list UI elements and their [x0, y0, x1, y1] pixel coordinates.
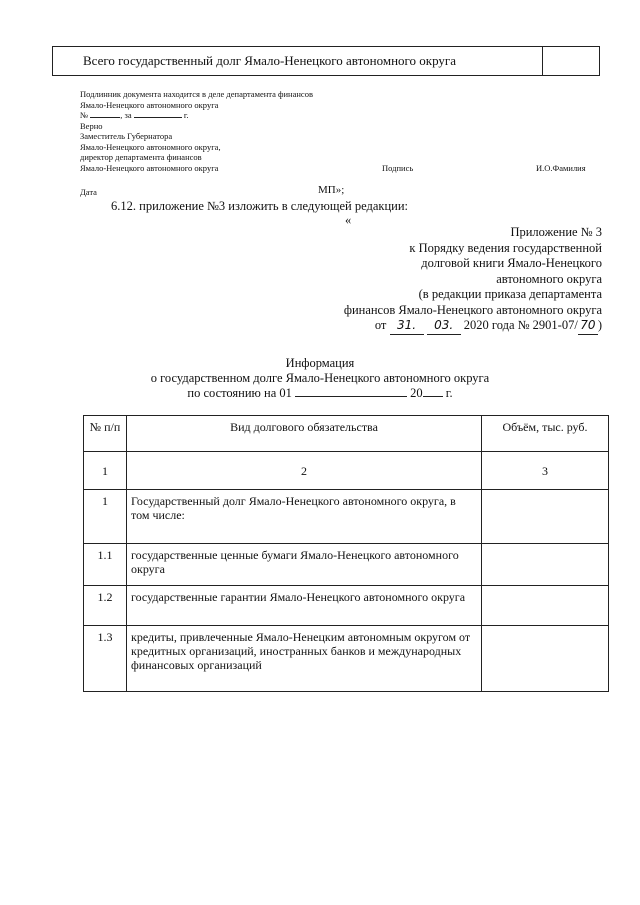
- appendix-line-5: (в редакции приказа департамента: [418, 287, 602, 301]
- appendix-line-4: автономного округа: [496, 271, 602, 286]
- index-col-2: 2: [127, 452, 482, 490]
- info-year-blank: [423, 396, 443, 397]
- table-row: [84, 626, 609, 692]
- debt-table: [83, 415, 609, 692]
- instruction-text: 6.12. приложение №3 изложить в следующей редакции:: [111, 199, 409, 213]
- header-type: Вид долгового обязательства: [127, 416, 482, 452]
- row-value: [482, 586, 609, 626]
- appendix-line-6: финансов Ямало-Ненецкого автономного округа: [343, 302, 602, 317]
- info-date-line: по состоянию на 01 20 г.: [187, 386, 453, 400]
- cert-number-blank: [90, 117, 120, 118]
- total-debt-label: Всего государственный долг Ямало-Ненецкого автономного округа: [53, 47, 543, 75]
- cert-line-7: директор департамента финансов: [80, 152, 202, 162]
- row-text: государственные ценные бумаги Ямало-Ненецкого автономного округа: [127, 544, 482, 586]
- row-value: [482, 544, 609, 586]
- cert-line-3: № , за г.: [80, 110, 189, 120]
- row-text: Государственный долг Ямало-Ненецкого автономного округа, в том числе:: [127, 490, 482, 544]
- quote-mark: «: [345, 213, 352, 227]
- cert-line-8: Ямало-Ненецкого автономного округа: [80, 162, 219, 173]
- cert-line-1: Подлинник документа находится в деле департамента финансов: [80, 89, 313, 99]
- cert-line-6: Ямало-Ненецкого автономного округа,: [80, 141, 221, 152]
- appendix-line-3: долговой книги Ямало-Ненецкого: [421, 256, 602, 270]
- table-header-row: [84, 416, 609, 452]
- header-volume: Объём, тыс. руб.: [482, 416, 609, 452]
- info-title-block: [0, 356, 640, 401]
- cert-line-4: Верно: [80, 120, 103, 131]
- certification-block: [80, 89, 313, 173]
- handwritten-doc-number: 70: [578, 318, 598, 335]
- appendix-line-7: от 31. 03. 2020 года № 2901-07/ 70 ): [344, 318, 602, 335]
- row-value: [482, 490, 609, 544]
- row-text: кредиты, привлеченные Ямало-Ненецким автономным округом от кредитных организаций, иностранных банков и международных финансовых организаций: [127, 626, 482, 692]
- table-index-row: [84, 452, 609, 490]
- row-num: 1.2: [84, 586, 127, 626]
- handwritten-day: 31.: [390, 318, 424, 335]
- stamp-label: МП»;: [318, 184, 345, 196]
- appendix-header: [344, 225, 602, 335]
- row-num: 1: [84, 490, 127, 544]
- handwritten-month: 03.: [427, 318, 461, 335]
- cert-date-blank: [134, 117, 182, 118]
- index-col-3: 3: [482, 452, 609, 490]
- table-row: [84, 544, 609, 586]
- info-subtitle: о государственном долге Ямало-Ненецкого автономного округа: [150, 371, 490, 385]
- cert-line-2: Ямало-Ненецкого автономного округа: [80, 99, 219, 110]
- info-date-blank: [295, 396, 407, 397]
- total-debt-value: [543, 47, 599, 75]
- table-row: [84, 586, 609, 626]
- date-label: Дата: [80, 187, 97, 197]
- header-num: № п/п: [84, 416, 127, 452]
- total-debt-row: [52, 46, 600, 76]
- row-num: 1.3: [84, 626, 127, 692]
- index-col-1: 1: [84, 452, 127, 490]
- row-num: 1.1: [84, 544, 127, 586]
- row-value: [482, 626, 609, 692]
- cert-line-5: Заместитель Губернатора: [80, 131, 173, 141]
- info-title: Информация: [285, 356, 355, 370]
- table-row: [84, 490, 609, 544]
- signature-label: Подпись: [382, 163, 414, 173]
- appendix-line-1: Приложение № 3: [510, 225, 602, 239]
- name-label: И.О.Фамилия: [536, 163, 586, 173]
- appendix-line-2: к Порядку ведения государственной: [409, 240, 602, 255]
- row-text: государственные гарантии Ямало-Ненецкого автономного округа: [127, 586, 482, 626]
